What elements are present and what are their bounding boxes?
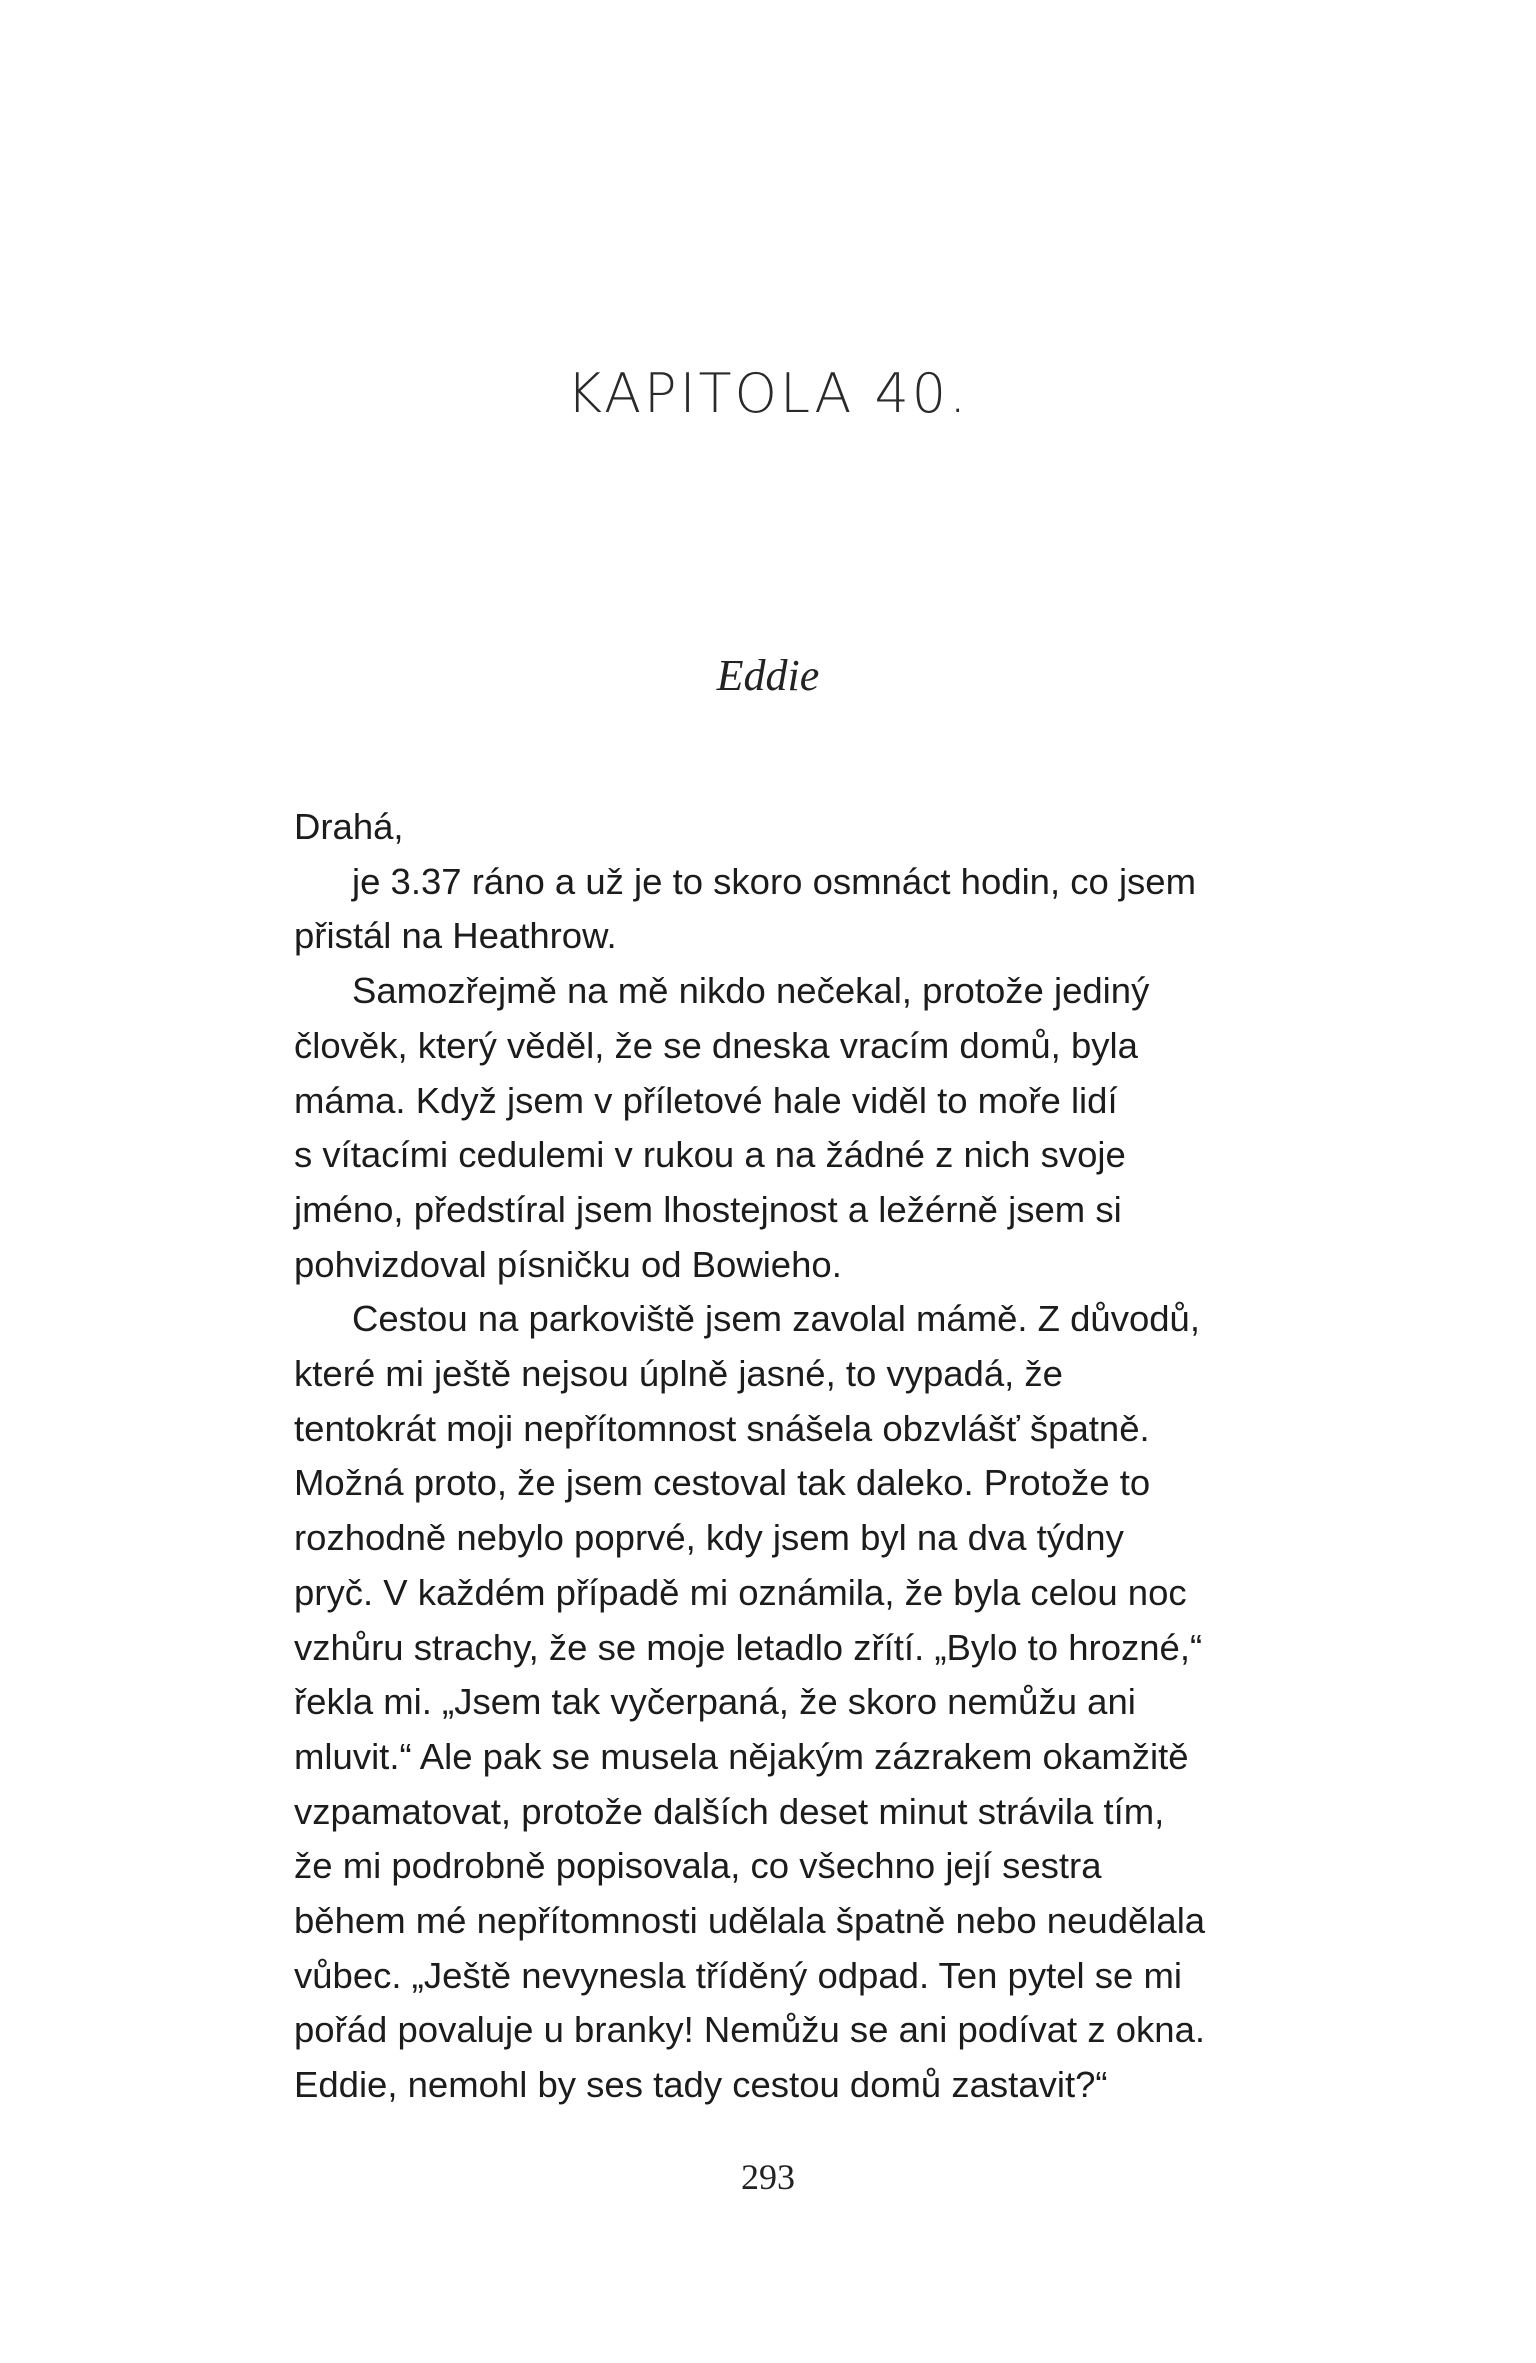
text-line: pořád povaluje u branky! Nemůžu se ani podívat z okna. <box>294 2009 1206 2051</box>
page-number: 293 <box>741 2157 795 2197</box>
text-line: pohvizdoval písničku od Bowieho. <box>294 1243 842 1285</box>
text-line: přistál na Heathrow. <box>294 915 617 957</box>
text-line: Eddie, nemohl by ses tady cestou domů zastavit?“ <box>294 2064 1108 2106</box>
chapter-narrator: Eddie <box>716 651 820 700</box>
text-line: které mi ještě nejsou úplně jasné, to vypadá, že <box>294 1353 1063 1395</box>
text-line: jméno, předstíral jsem lhostejnost a ležérně jsem si <box>294 1188 1122 1230</box>
body-text <box>294 800 1254 2113</box>
text-line: Samozřejmě na mě nikdo nečekal, protože jediný <box>352 970 1150 1012</box>
text-line: tentokrát moji nepřítomnost snášela obzvlášť špatně. <box>294 1407 1150 1449</box>
text-line: je 3.37 ráno a už je to skoro osmnáct hodin, co jsem <box>352 860 1197 902</box>
text-line: rozhodně nebylo poprvé, kdy jsem byl na dva týdny <box>294 1517 1124 1559</box>
text-line: máma. Když jsem v příletové hale viděl to moře lidí <box>294 1079 1118 1121</box>
text-line: že mi podrobně popisovala, co všechno její sestra <box>294 1845 1102 1887</box>
text-line: mluvit.“ Ale pak se musela nějakým zázrakem okamžitě <box>294 1735 1189 1777</box>
text-line: během mé nepřítomnosti udělala špatně nebo neudělala <box>294 1900 1206 1942</box>
text-line: vzhůru strachy, že se moje letadlo zřítí. „Bylo to hrozné,“ <box>294 1626 1203 1668</box>
text-line: Cestou na parkoviště jsem zavolal mámě. Z důvodů, <box>352 1298 1201 1340</box>
salutation-line: Drahá, <box>294 806 404 847</box>
chapter-title: KAPITOLA 40. <box>566 362 970 425</box>
text-line: člověk, který věděl, že se dneska vracím domů, byla <box>294 1024 1138 1066</box>
text-line: řekla mi. „Jsem tak vyčerpaná, že skoro nemůžu ani <box>294 1681 1136 1723</box>
text-line: pryč. V každém případě mi oznámila, že byla celou noc <box>294 1571 1187 1613</box>
text-line: Možná proto, že jsem cestoval tak daleko. Protože to <box>294 1462 1151 1504</box>
text-line: vůbec. „Ještě nevynesla tříděný odpad. Ten pytel se mi <box>294 1954 1182 1996</box>
text-line: s vítacími cedulemi v rukou a na žádné z nich svoje <box>294 1134 1126 1176</box>
text-line: vzpamatovat, protože dalších deset minut strávila tím, <box>294 1790 1165 1832</box>
